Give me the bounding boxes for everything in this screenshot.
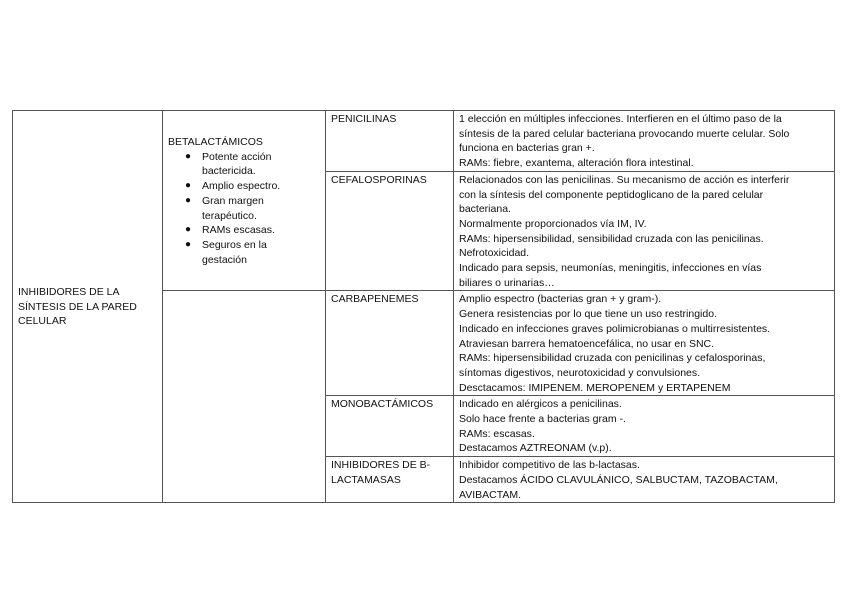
- category-line: SÍNTESIS DE LA PARED: [18, 300, 137, 313]
- description-line: Normalmente proporcionados vía IM, IV.: [459, 217, 647, 230]
- category-line: INHIBIDORES DE LA: [18, 286, 120, 299]
- list-item: [180, 223, 320, 238]
- bullet-icon: ●: [185, 150, 192, 162]
- group-title: BETALACTÁMICOS: [168, 136, 263, 149]
- drug-class-cell: [326, 111, 454, 172]
- group-bullet-list: [168, 150, 320, 268]
- description-line: Relacionados con las penicilinas. Su mecanismo de acción es interferir: [459, 173, 790, 186]
- list-item: [180, 179, 320, 194]
- description-line: RAMs: hipersensibilidad, sensibilidad cruzada con las penicilinas.: [459, 232, 764, 245]
- bullet-line: Seguros en la: [202, 238, 267, 251]
- bullet-icon: ●: [185, 224, 192, 236]
- bullet-line: Potente acción: [202, 150, 272, 163]
- description-line: funciona en bacterias gran +.: [459, 142, 595, 155]
- drug-class-cell: [326, 396, 454, 457]
- description-line: RAMs: fiebre, exantema, alteración flora intestinal.: [459, 157, 694, 170]
- bullet-line: gestación: [202, 253, 247, 266]
- category-line: CELULAR: [18, 315, 67, 328]
- bullet-icon: ●: [185, 180, 192, 192]
- description-cell: [454, 111, 835, 172]
- bullet-line: Gran margen: [202, 194, 264, 207]
- group-cell-empty: [163, 291, 326, 503]
- description-line: Indicado en infecciones graves polimicrobianas o multirresistentes.: [459, 322, 771, 335]
- drug-class-name: INHIBIDORES DE B-: [331, 459, 431, 472]
- bullet-icon: ●: [185, 194, 192, 206]
- description-line: síntomas digestivos, neurotoxicidad y convulsiones.: [459, 366, 701, 379]
- list-item: [180, 150, 320, 179]
- bullet-line: RAMs escasas.: [202, 224, 275, 237]
- description-line: biliares o urinarias…: [459, 276, 555, 289]
- description-line: Inhibidor competitivo de las b-lactasas.: [459, 459, 640, 472]
- drug-class-name: PENICILINAS: [331, 113, 397, 125]
- list-item: [180, 238, 320, 267]
- description-cell: [454, 396, 835, 457]
- description-line: Atraviesan barrera hematoencefálica, no usar en SNC.: [459, 337, 715, 350]
- bullet-line: Amplio espectro.: [202, 180, 281, 193]
- description-line: Genera resistencias por lo que tiene un uso restringido.: [459, 308, 717, 321]
- bullet-line: terapéutico.: [202, 209, 257, 222]
- table-row: [13, 111, 835, 172]
- description-line: RAMs: escasas.: [459, 427, 535, 440]
- description-line: 1 elección en múltiples infecciones. Interfieren en el último paso de la: [459, 113, 782, 125]
- description-line: Amplio espectro (bacterias gran + y gram-).: [459, 293, 662, 306]
- description-line: Desctacamos: IMIPENEM. MEROPENEM y ERTAPENEM: [459, 381, 731, 394]
- drug-class-name: CEFALOSPORINAS: [331, 173, 427, 186]
- group-cell: [163, 111, 326, 291]
- drug-class-name: LACTAMASAS: [331, 473, 401, 486]
- description-line: Nefrotoxicidad.: [459, 247, 530, 260]
- category-cell: [13, 111, 163, 503]
- bullet-icon: ●: [185, 238, 192, 250]
- description-line: RAMs: hipersensibilidad cruzada con penicilinas y cefalosporinas,: [459, 352, 766, 365]
- description-line: Destacamos ÁCIDO CLAVULÁNICO, SALBUCTAM, TAZOBACTAM,: [459, 473, 778, 486]
- description-cell: [454, 171, 835, 291]
- description-line: Solo hace frente a bacterias gram -.: [459, 413, 626, 426]
- drug-class-name: CARBAPENEMES: [331, 293, 419, 306]
- description-cell: [454, 457, 835, 503]
- description-line: Destacamos AZTREONAM (v.p).: [459, 442, 612, 455]
- drug-class-cell: [326, 291, 454, 396]
- description-line: síntesis de la pared celular bacteriana provocando muerte celular. Solo: [459, 127, 790, 140]
- drug-class-cell: [326, 457, 454, 503]
- antibiotics-table: [12, 110, 835, 503]
- bullet-line: bactericida.: [202, 165, 256, 178]
- description-line: Indicado en alérgicos a penicilinas.: [459, 398, 622, 411]
- description-cell: [454, 291, 835, 396]
- drug-class-name: MONOBACTÁMICOS: [331, 398, 434, 411]
- description-line: bacteriana.: [459, 203, 511, 216]
- list-item: [180, 194, 320, 223]
- description-line: con la síntesis del componente peptidoglicano de la pared celular: [459, 188, 764, 201]
- description-line: Indicado para sepsis, neumonías, meningitis, infecciones en vías: [459, 262, 762, 275]
- drug-class-cell: [326, 171, 454, 291]
- description-line: AVIBACTAM.: [459, 488, 522, 501]
